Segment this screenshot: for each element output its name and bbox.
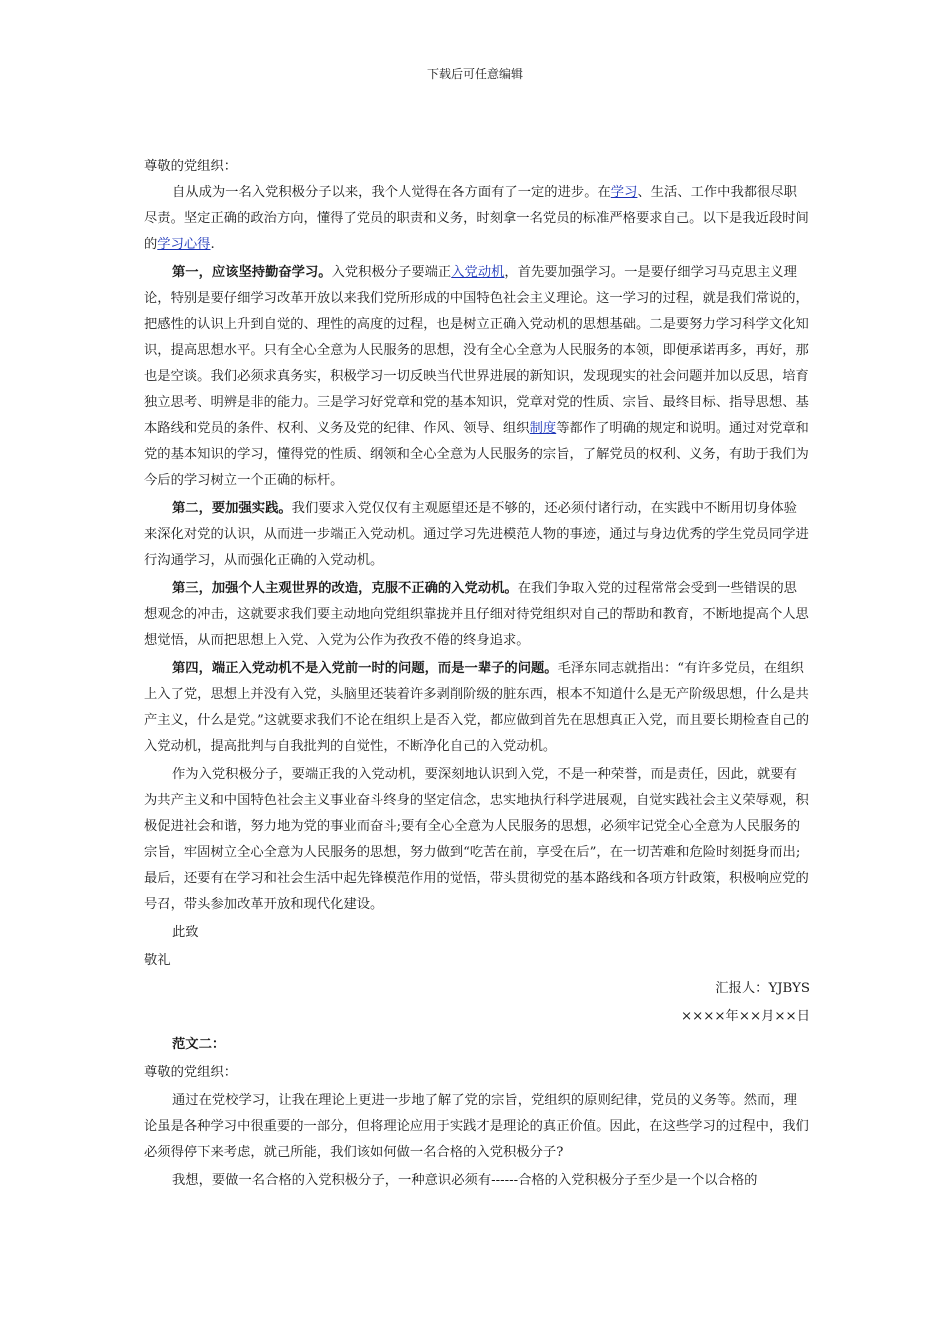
paragraph-third: 第三，加强个人主观世界的改造，克服不正确的入党动机。在我们争取入党的过程常常会受到一些错误的思想观念的冲击，这就要求我们要主动地向党组织靠拢并且仔细对待党组织对自己的帮助和教育，不断地提高个人思想觉悟，从而把思想上入党、入党为公作为孜孜不倦的终身追求。 bbox=[144, 581, 809, 648]
paragraph-fourth: 第四，端正入党动机不是入党前一时的问题，而是一辈子的问题。毛泽东同志就指出：“有许多党员，在组织上入了党，思想上并没有入党，头脑里还装着许多剥削阶级的脏东西，根本不知道什么是无产阶级思想，什么是共产主义，什么是党。”这就要求我们不论在组织上是否入党，都应做到首先在思想真正入党，而且要长期检查自己的入党动机，提高批判与自我批判的自觉性，不断净化自己的入党动机。 bbox=[144, 661, 809, 754]
paragraph-heading: 第二，要加强实践。 bbox=[172, 501, 292, 516]
closing-line-2: 敬礼 bbox=[144, 953, 171, 968]
salutation-2: 尊敬的党组织： bbox=[144, 1065, 238, 1080]
reporter-signature: 汇报人：YJBYS bbox=[715, 981, 810, 996]
paragraph-heading: 第一，应该坚持勤奋学习。 bbox=[172, 265, 332, 280]
paragraph-doc2-2: 我想，要做一名合格的入党积极分子，一种意识必须有------合格的入党积极分子至少是一个以合格的 bbox=[172, 1173, 758, 1188]
paragraph-heading: 第四，端正入党动机不是入党前一时的问题，而是一辈子的问题。 bbox=[172, 661, 558, 676]
salutation: 尊敬的党组织： bbox=[144, 159, 238, 174]
intro-paragraph: 自从成为一名入党积极分子以来，我个人觉得在各方面有了一定的进步。在学习、生活、工作中我都很尽职尽责。坚定正确的政治方向，懂得了党员的职责和义务，时刻拿一名党员的标准严格要求自己。以下是我近段时间的学习心得. bbox=[144, 185, 809, 252]
paragraph-second: 第二，要加强实践。我们要求入党仅仅有主观愿望还是不够的，还必须付诸行动，在实践中不断用切身体验来深化对党的认识，从而进一步端正入党动机。通过学习先进模范人物的事迹，通过与身边优秀的学生党员同学进行沟通学习，从而强化正确的入党动机。 bbox=[144, 501, 809, 568]
link-system[interactable]: 制度 bbox=[529, 421, 557, 436]
paragraph-doc2-1: 通过在党校学习，让我在理论上更进一步地了解了党的宗旨，党组织的原则纪律，党员的义务等。然而，理论虽是各种学习中很重要的一部分，但将理论应用于实践才是理论的真正价值。因此，在这些学习的过程中，我们必须得停下来考虑，就己所能，我们该如何做一名合格的入党积极分子? bbox=[144, 1093, 809, 1160]
link-party-motivation[interactable]: 入党动机 bbox=[451, 265, 505, 280]
closing-line-1: 此致 bbox=[172, 925, 199, 940]
paragraph-first: 第一，应该坚持勤奋学习。入党积极分子要端正入党动机，首先要加强学习。一是要仔细学习马克思主义理论，特别是要仔细学习改革开放以来我们党所形成的中国特色社会主义理论。这一学习的过程，就是我们常说的，把感性的认识上升到自觉的、理性的高度的过程，也是树立正确入党动机的思想基础。二是要努力学习科学文化知识，提高思想水平。只有全心全意为人民服务的思想，没有全心全意为人民服务的本领，即便承诺再多，再好，那也是空谈。我们必须求真务实，积极学习一切反映当代世界进展的新知识，发现现实的社会问题并加以反思，培育独立思考、明辨是非的能力。三是学习好党章和党的基本知识，党章对党的性质、宗旨、最终目标、指导思想、基本路线和党员的条件、权利、义务及党的纪律、作风、领导、组织制度等都作了明确的规定和说明。通过对党章和党的基本知识的学习，懂得党的性质、纲领和全心全意为人民服务的宗旨，了解党员的权利、义务，有助于我们为今后的学习树立一个正确的标杆。 bbox=[144, 265, 809, 488]
section-title: 范文二： bbox=[172, 1037, 226, 1052]
link-study-notes[interactable]: 学习心得 bbox=[157, 237, 211, 252]
paragraph-heading: 第三，加强个人主观世界的改造，克服不正确的入党动机。 bbox=[172, 581, 518, 596]
link-study[interactable]: 学习 bbox=[610, 185, 638, 200]
document-body bbox=[144, 154, 810, 1194]
paragraph-fifth: 作为入党积极分子，要端正我的入党动机，要深刻地认识到入党，不是一种荣誉，而是责任，因此，就要有为共产主义和中国特色社会主义事业奋斗终身的坚定信念，忠实地执行科学进展观，自觉实践社会主义荣辱观，积极促进社会和谐，努力地为党的事业而奋斗;要有全心全意为人民服务的思想，必须牢记党全心全意为人民服务的宗旨，牢固树立全心全意为人民服务的思想，努力做到“吃苦在前，享受在后”，在一切苦难和危险时刻挺身而出;最后，还要有在学习和社会生活中起先锋模范作用的觉悟，带头贯彻党的基本路线和各项方针政策，积极响应党的号召，带头参加改革开放和现代化建设。 bbox=[144, 767, 809, 912]
page-header: 下载后可任意编辑 bbox=[426, 67, 523, 81]
report-date: ××××年××月××日 bbox=[680, 1009, 810, 1024]
